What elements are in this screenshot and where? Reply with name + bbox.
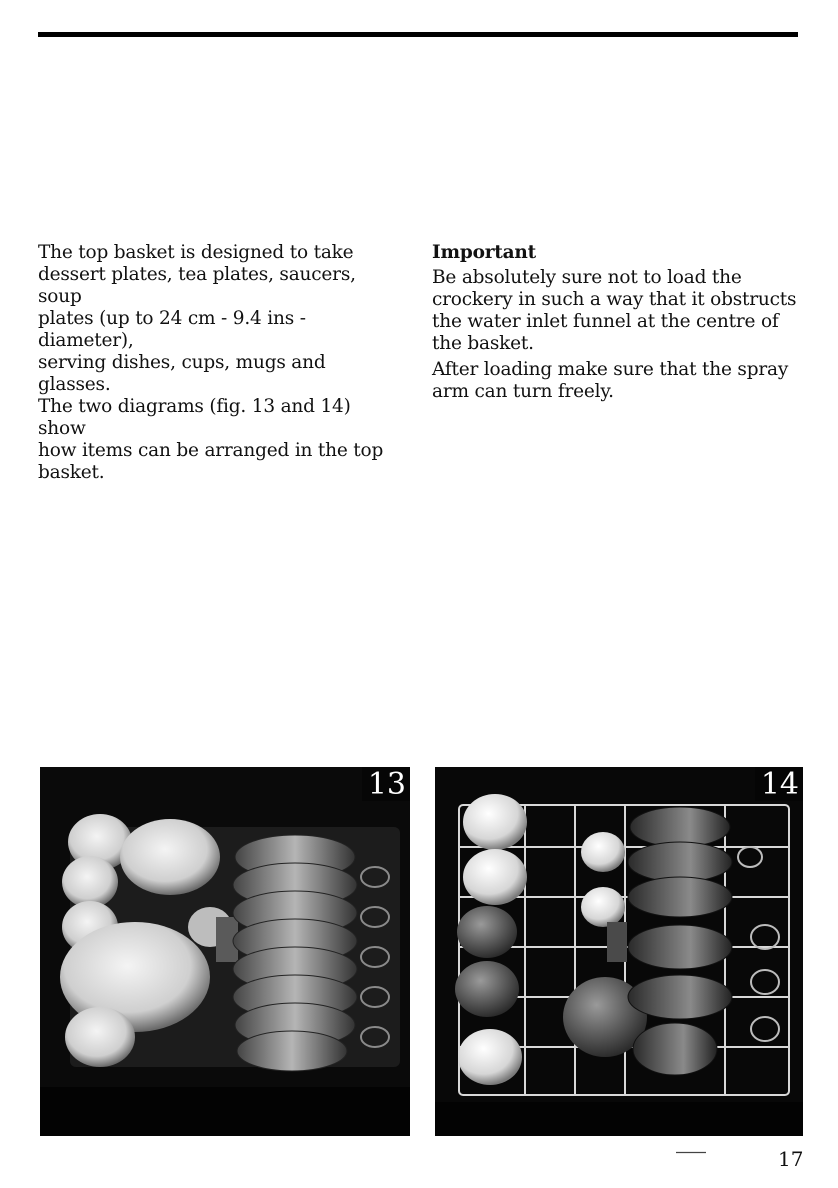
figure-13-photo <box>40 767 410 1136</box>
figure-14-photo <box>435 767 803 1136</box>
notice-line: Be absolutely sure not to load the <box>432 267 742 288</box>
intro-line: basket. <box>38 462 105 483</box>
notice-line: arm can turn freely. <box>432 381 614 402</box>
page-number: 17 <box>778 1147 804 1171</box>
basket-loaded-image <box>435 767 803 1136</box>
intro-text <box>38 242 400 484</box>
intro-line: The two diagrams (fig. 13 and 14) show <box>38 396 351 439</box>
notice-line: the basket. <box>432 333 534 354</box>
important-notice <box>432 242 802 403</box>
figure-14-label: 14 <box>755 767 803 801</box>
intro-line: The top basket is designed to take <box>38 242 354 263</box>
print-mark <box>676 1151 708 1154</box>
basket-loaded-image <box>40 767 410 1136</box>
intro-line: plates (up to 24 cm - 9.4 ins - diameter), <box>38 308 306 351</box>
top-rule <box>38 32 798 37</box>
notice-line: crockery in such a way that it obstructs <box>432 289 797 310</box>
figure-13-label: 13 <box>362 767 410 801</box>
notice-line: After loading make sure that the spray <box>432 359 789 380</box>
intro-line: serving dishes, cups, mugs and glasses. <box>38 352 326 395</box>
intro-line: dessert plates, tea plates, saucers, soup <box>38 264 356 307</box>
notice-line: the water inlet funnel at the centre of <box>432 311 779 332</box>
intro-line: how items can be arranged in the top <box>38 440 384 461</box>
important-heading: Important <box>432 242 536 263</box>
